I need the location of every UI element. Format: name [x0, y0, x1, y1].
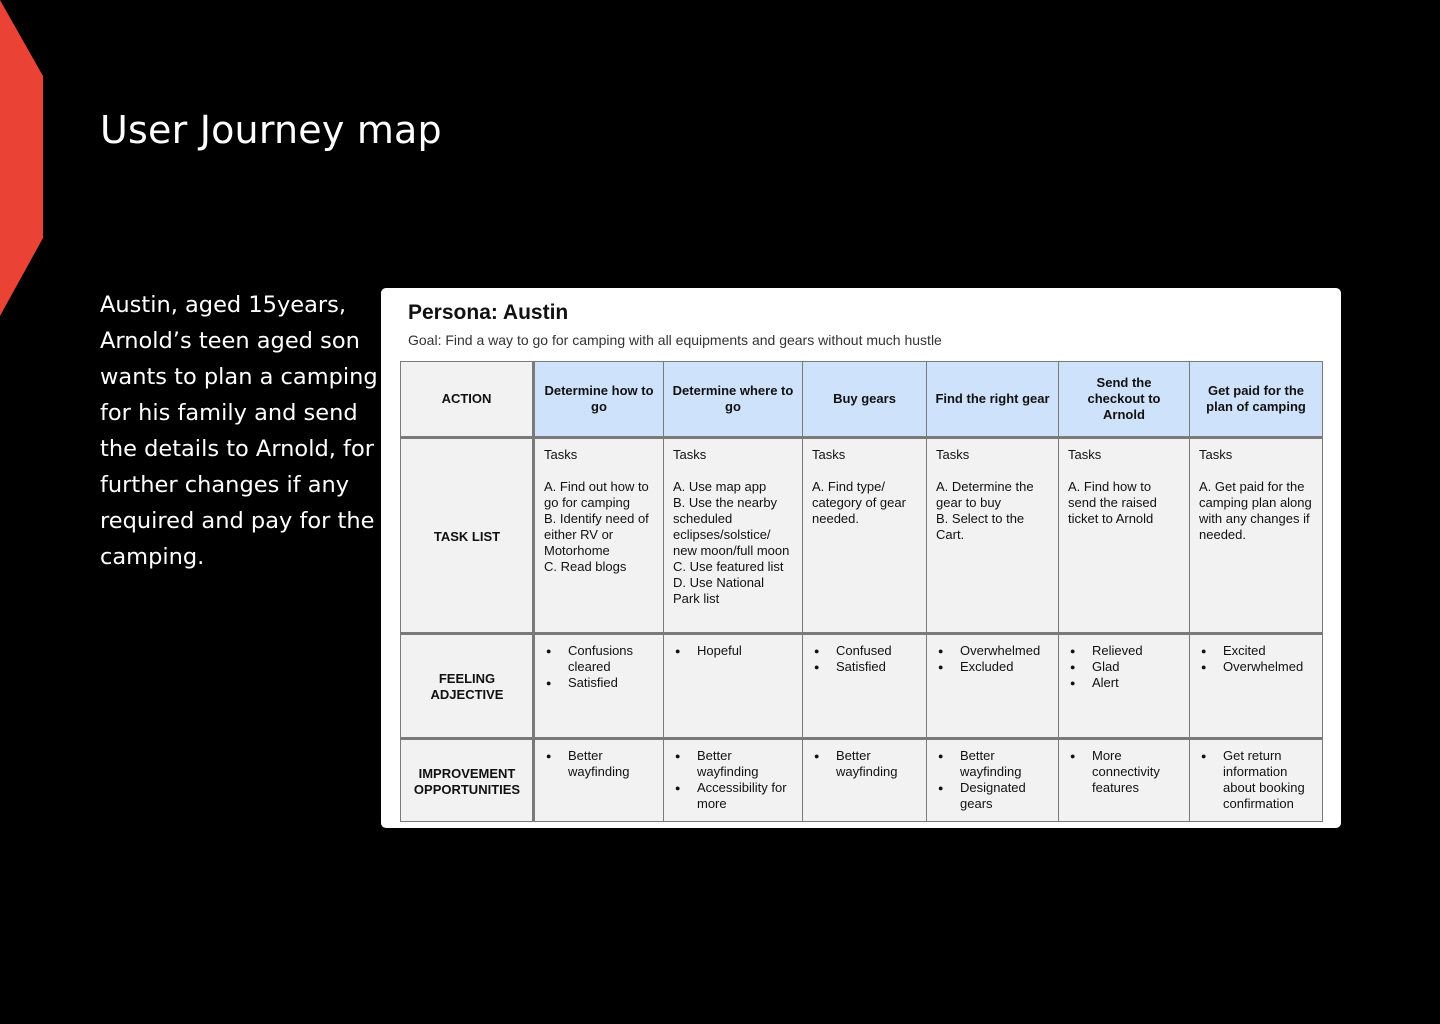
- improvement-cell: [1190, 739, 1323, 822]
- feeling-item: ● Alert: [1082, 675, 1181, 691]
- improvement-list: [1068, 748, 1181, 796]
- row-label-tasks: TASK LIST: [401, 438, 534, 634]
- action-header: Send the checkout to Arnold: [1059, 362, 1190, 438]
- improvement-list: [544, 748, 655, 780]
- feeling-item: ● Relieved: [1082, 643, 1181, 659]
- tasks-label: Tasks: [544, 447, 578, 462]
- tasks-label: Tasks: [812, 447, 846, 462]
- improvement-cell: [1059, 739, 1190, 822]
- feeling-cell: [927, 634, 1059, 739]
- feeling-item: ● Confusions cleared: [558, 643, 655, 675]
- improvement-item: ● Better wayfinding: [558, 748, 655, 780]
- action-header: Determine where to go: [664, 362, 803, 438]
- feeling-list: [1068, 643, 1181, 691]
- action-header: Buy gears: [803, 362, 927, 438]
- feeling-item: ● Satisfied: [826, 659, 918, 675]
- improvement-item: ● Better wayfinding: [950, 748, 1050, 780]
- persona-title: Persona: Austin: [408, 301, 569, 324]
- tasks-text: A. Use map app B. Use the nearby scheduled eclipses/solstice/ new moon/full moon C. Use featured list D. Use National Park list: [673, 479, 790, 606]
- row-label-improvements: IMPROVEMENT OPPORTUNITIES: [401, 739, 534, 822]
- task-cell: [1190, 438, 1323, 634]
- action-header: Get paid for the plan of camping: [1190, 362, 1323, 438]
- feeling-list: [544, 643, 655, 691]
- tasks-text: A. Find type/ category of gear needed.: [812, 479, 906, 526]
- improvement-item: ● Designated gears: [950, 780, 1050, 812]
- feeling-item: ● Excluded: [950, 659, 1050, 675]
- task-cell: [664, 438, 803, 634]
- improvement-cell: [803, 739, 927, 822]
- feeling-cell: [803, 634, 927, 739]
- tasks-text: A. Find out how to go for camping B. Identify need of either RV or Motorhome C. Read blogs: [544, 479, 649, 574]
- persona-goal: Goal: Find a way to go for camping with all equipments and gears without much hustle: [408, 332, 942, 348]
- feeling-item: ● Confused: [826, 643, 918, 659]
- action-header: Find the right gear: [927, 362, 1059, 438]
- action-header: Determine how to go: [534, 362, 664, 438]
- improvement-list: [673, 748, 794, 812]
- persona-description: Austin, aged 15years, Arnold’s teen aged son wants to plan a camping for his family and send the details to Arnold, for further changes if any required and pay for the camping.: [100, 292, 378, 570]
- tasks-label: Tasks: [936, 447, 970, 462]
- feeling-item: ● Hopeful: [687, 643, 794, 659]
- feeling-item: ● Overwhelmed: [1213, 659, 1314, 675]
- improvement-list: [1199, 748, 1314, 812]
- feeling-item: ● Excited: [1213, 643, 1314, 659]
- tasks-label: Tasks: [673, 447, 707, 462]
- feeling-row: [401, 634, 1323, 739]
- improvement-item: ● Get return information about booking confirmation: [1213, 748, 1314, 812]
- feeling-cell: [664, 634, 803, 739]
- row-label-feelings: FEELING ADJECTIVE: [401, 634, 534, 739]
- task-cell: [803, 438, 927, 634]
- journey-map-card: [381, 288, 1341, 828]
- row-label-action: ACTION: [401, 362, 534, 438]
- improvement-item: ● More connectivity features: [1082, 748, 1181, 796]
- improvement-item: ● Accessibility for more: [687, 780, 794, 812]
- red-accent-shape: [0, 0, 44, 320]
- task-cell: [927, 438, 1059, 634]
- action-row: [401, 362, 1323, 438]
- improvement-item: ● Better wayfinding: [687, 748, 794, 780]
- task-list-row: [401, 438, 1323, 634]
- feeling-list: [812, 643, 918, 675]
- improvement-cell: [534, 739, 664, 822]
- feeling-list: [1199, 643, 1314, 675]
- feeling-list: [936, 643, 1050, 675]
- improvement-row: [401, 739, 1323, 822]
- feeling-list: [673, 643, 794, 659]
- tasks-label: Tasks: [1199, 447, 1233, 462]
- feeling-item: ● Satisfied: [558, 675, 655, 691]
- slide-title: User Journey map: [100, 108, 442, 152]
- feeling-cell: [534, 634, 664, 739]
- feeling-item: ● Overwhelmed: [950, 643, 1050, 659]
- tasks-text: A. Determine the gear to buy B. Select to the Cart.: [936, 479, 1034, 542]
- task-cell: [534, 438, 664, 634]
- feeling-cell: [1190, 634, 1323, 739]
- improvement-item: ● Better wayfinding: [826, 748, 918, 780]
- feeling-item: ● Glad: [1082, 659, 1181, 675]
- improvement-cell: [664, 739, 803, 822]
- journey-table: [400, 361, 1323, 822]
- improvement-list: [936, 748, 1050, 812]
- feeling-cell: [1059, 634, 1190, 739]
- tasks-text: A. Get paid for the camping plan along with any changes if needed.: [1199, 479, 1312, 542]
- task-cell: [1059, 438, 1190, 634]
- improvement-cell: [927, 739, 1059, 822]
- improvement-list: [812, 748, 918, 780]
- tasks-label: Tasks: [1068, 447, 1102, 462]
- tasks-text: A. Find how to send the raised ticket to Arnold: [1068, 479, 1157, 526]
